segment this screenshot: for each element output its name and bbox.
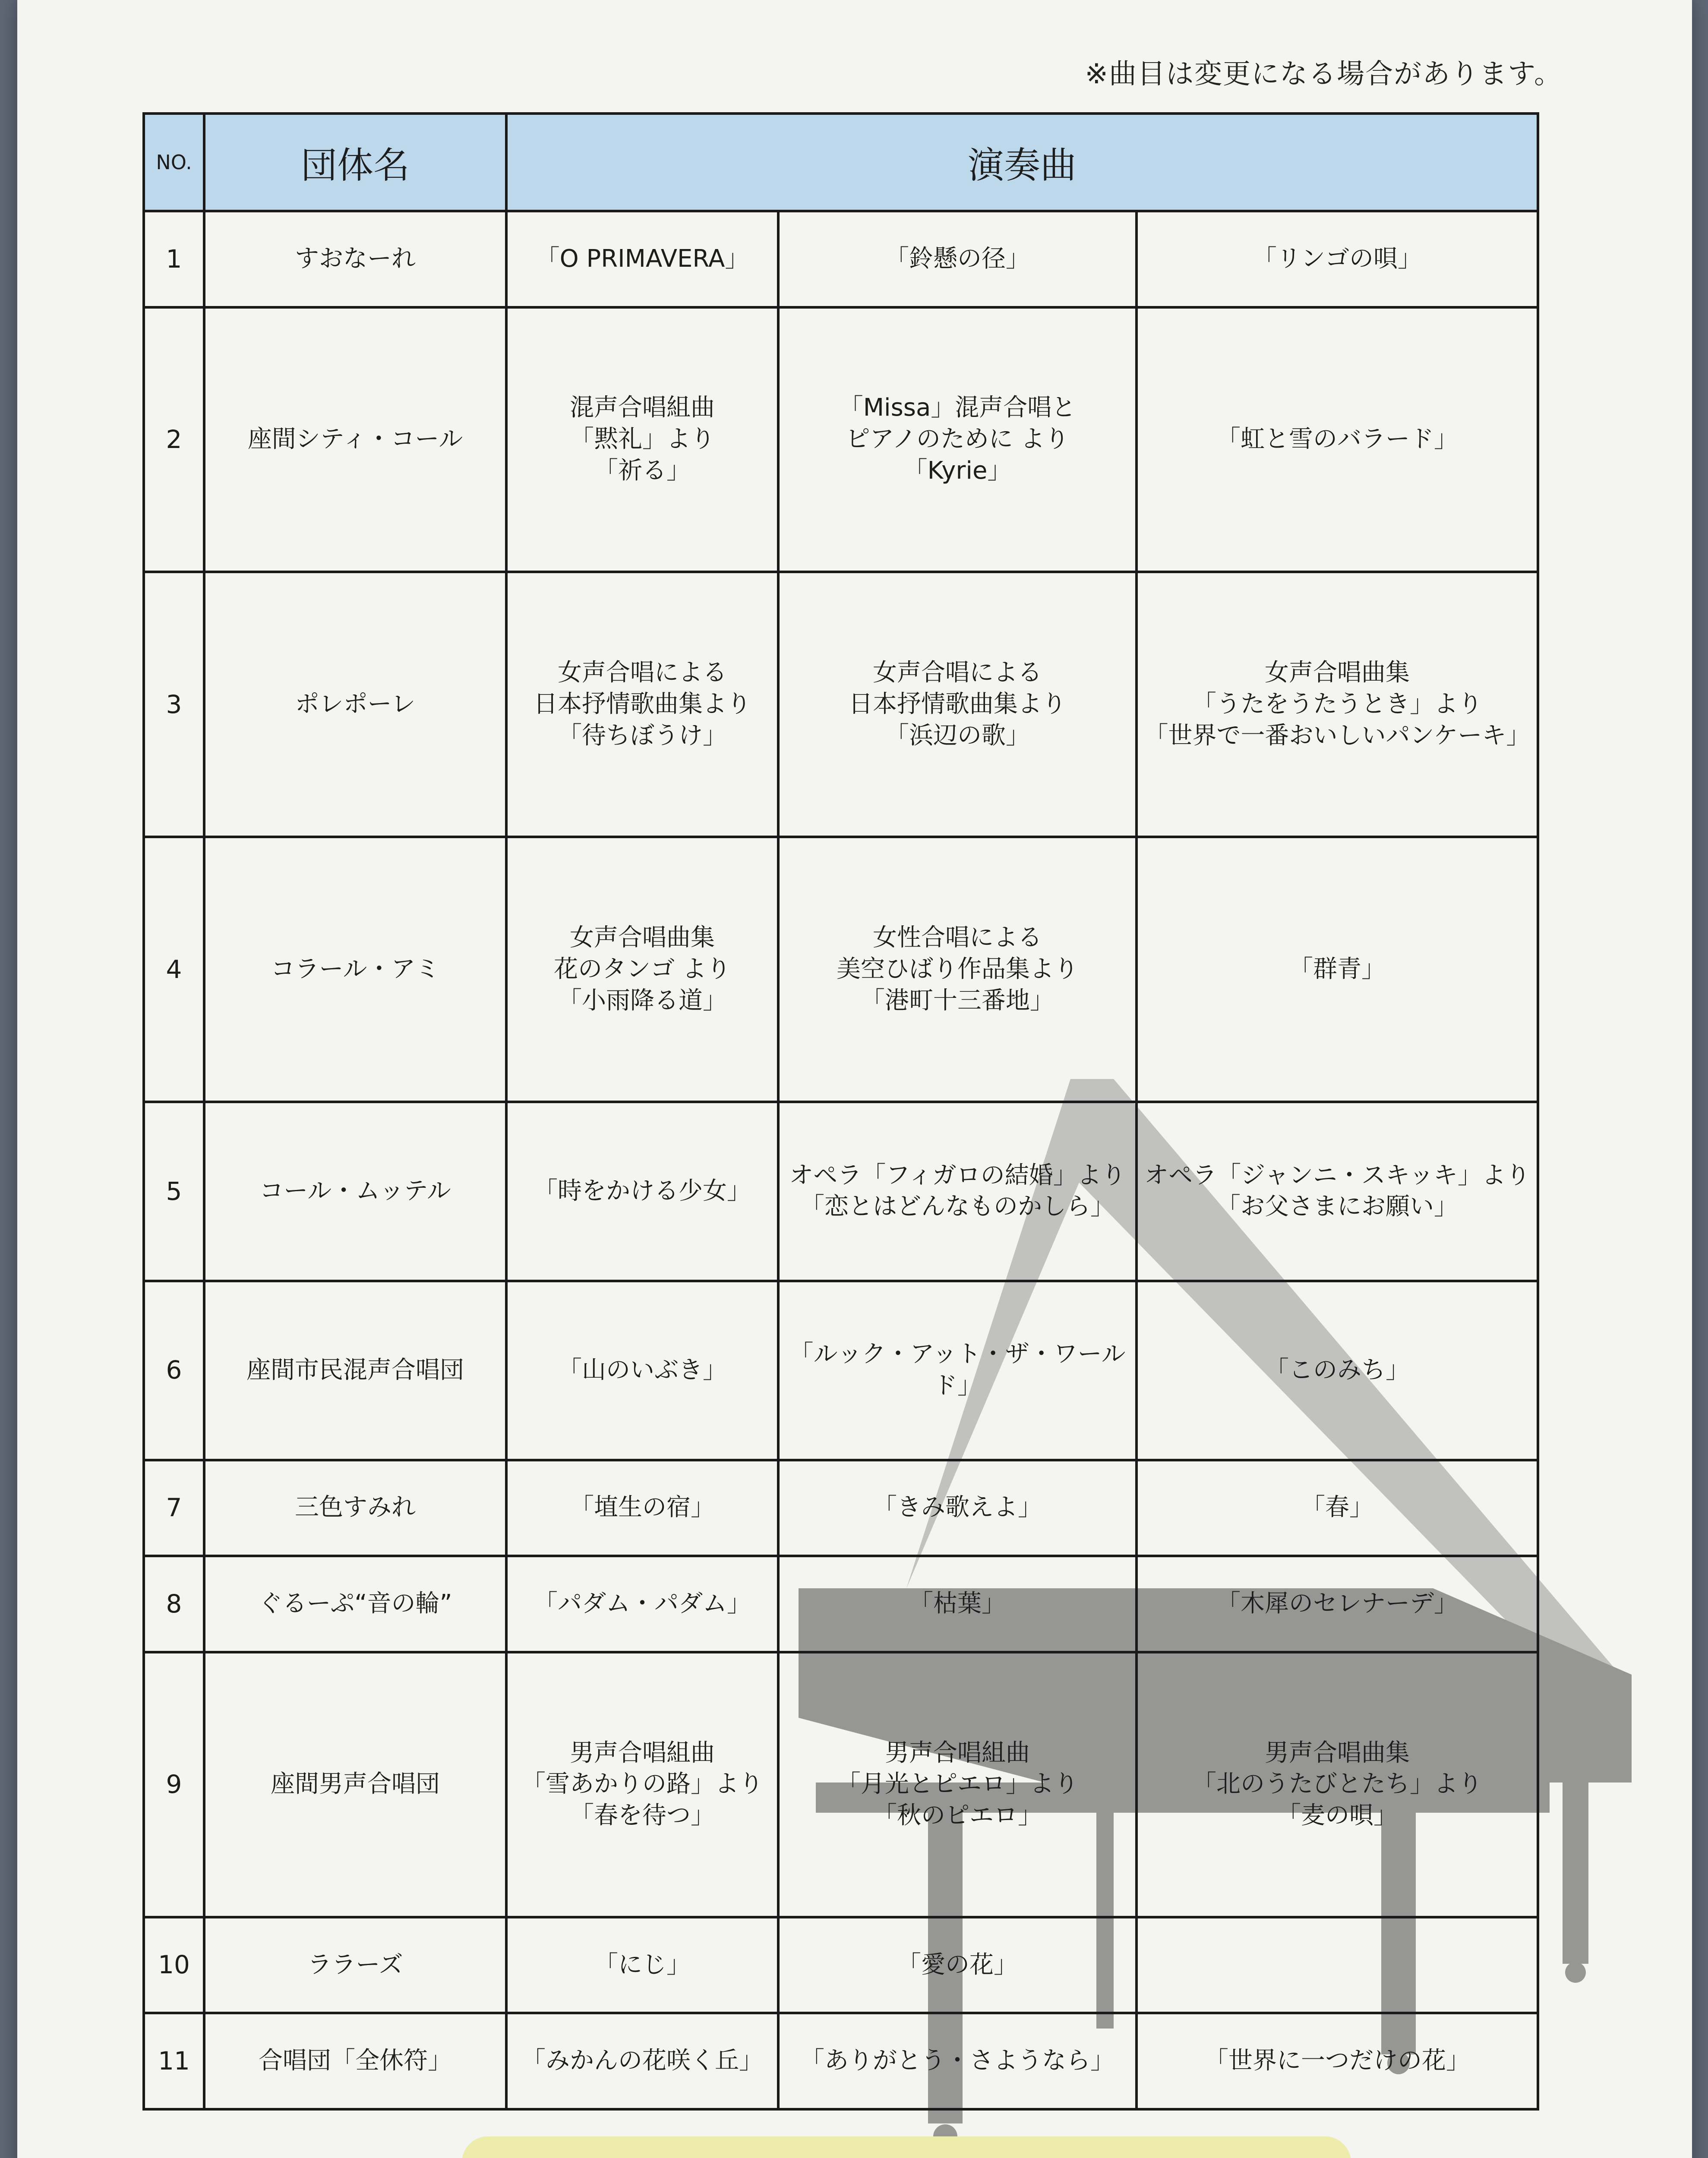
absent-groups-box [462, 2136, 1351, 2158]
table-row [144, 837, 1538, 1102]
song-3: 「木犀のセレナーデ」 [1137, 1556, 1538, 1652]
song-1: 「みかんの花咲く丘」 [506, 2013, 778, 2109]
song-3 [1137, 1917, 1538, 2013]
table-row [144, 1652, 1538, 1917]
table-row [144, 2013, 1538, 2109]
row-number: 3 [144, 572, 204, 837]
song-2: 女性合唱による 美空ひばり作品集より 「港町十三番地」 [778, 837, 1137, 1102]
table-row [144, 1460, 1538, 1556]
group-name: すおなーれ [204, 211, 506, 307]
song-1: 「時をかける少女」 [506, 1102, 778, 1281]
table-row [144, 1281, 1538, 1460]
song-2: 「愛の花」 [778, 1917, 1137, 2013]
change-notice: ※曲目は変更になる場合があります。 [1085, 58, 1563, 90]
row-number: 11 [144, 2013, 204, 2109]
song-2: 「鈴懸の径」 [778, 211, 1137, 307]
song-3: 「虹と雪のバラード」 [1137, 307, 1538, 572]
table-row [144, 307, 1538, 572]
song-2: オペラ「フィガロの結婚」より 「恋とはどんなものかしら」 [778, 1102, 1137, 1281]
header-no: NO. [144, 114, 204, 211]
header-group-name: 団体名 [204, 114, 506, 211]
song-1: 「にじ」 [506, 1917, 778, 2013]
song-2: 「きみ歌えよ」 [778, 1460, 1137, 1556]
song-3: 「リンゴの唄」 [1137, 211, 1538, 307]
row-number: 8 [144, 1556, 204, 1652]
song-3: 男声合唱曲集 「北のうたびとたち」より 「麦の唄」 [1137, 1652, 1538, 1917]
group-name: 三色すみれ [204, 1460, 506, 1556]
row-number: 10 [144, 1917, 204, 2013]
song-1: 「O PRIMAVERA」 [506, 211, 778, 307]
song-3: 「世界に一つだけの花」 [1137, 2013, 1538, 2109]
program-sheet [17, 0, 1692, 2158]
song-2: 「ルック・アット・ザ・ワールド」 [778, 1281, 1137, 1460]
song-2: 「Missa」混声合唱と ピアノのために より 「Kyrie」 [778, 307, 1137, 572]
song-3: オペラ「ジャンニ・スキッキ」より 「お父さまにお願い」 [1137, 1102, 1538, 1281]
group-name: コール・ムッテル [204, 1102, 506, 1281]
song-2: 「ありがとう・さようなら」 [778, 2013, 1137, 2109]
song-1: 「山のいぶき」 [506, 1281, 778, 1460]
table-header-row [144, 114, 1538, 211]
group-name: ララーズ [204, 1917, 506, 2013]
table-row [144, 1917, 1538, 2013]
row-number: 2 [144, 307, 204, 572]
table-row [144, 211, 1538, 307]
group-name: 座間シティ・コール [204, 307, 506, 572]
table-row [144, 572, 1538, 837]
song-3: 女声合唱曲集 「うたをうたうとき」より 「世界で一番おいしいパンケーキ」 [1137, 572, 1538, 837]
group-name: コラール・アミ [204, 837, 506, 1102]
song-1: 混声合唱組曲 「黙礼」より 「祈る」 [506, 307, 778, 572]
program-table [142, 112, 1539, 2111]
song-3: 「春」 [1137, 1460, 1538, 1556]
song-3: 「このみち」 [1137, 1281, 1538, 1460]
group-name: 合唱団「全休符」 [204, 2013, 506, 2109]
song-1: 男声合唱組曲 「雪あかりの路」より 「春を待つ」 [506, 1652, 778, 1917]
group-name: 座間男声合唱団 [204, 1652, 506, 1917]
song-3: 「群青」 [1137, 837, 1538, 1102]
header-songs: 演奏曲 [506, 114, 1538, 211]
group-name: ポレポーレ [204, 572, 506, 837]
song-2: 「枯葉」 [778, 1556, 1137, 1652]
table-row [144, 1102, 1538, 1281]
table-row [144, 1556, 1538, 1652]
song-2: 男声合唱組曲 「月光とピエロ」より 「秋のピエロ」 [778, 1652, 1137, 1917]
group-name: 座間市民混声合唱団 [204, 1281, 506, 1460]
group-name: ぐるーぷ“音の輪” [204, 1556, 506, 1652]
song-2: 女声合唱による 日本抒情歌曲集より 「浜辺の歌」 [778, 572, 1137, 837]
song-1: 女声合唱曲集 花のタンゴ より 「小雨降る道」 [506, 837, 778, 1102]
song-1: 女声合唱による 日本抒情歌曲集より 「待ちぼうけ」 [506, 572, 778, 837]
row-number: 7 [144, 1460, 204, 1556]
row-number: 4 [144, 837, 204, 1102]
row-number: 6 [144, 1281, 204, 1460]
song-1: 「パダム・パダム」 [506, 1556, 778, 1652]
row-number: 1 [144, 211, 204, 307]
row-number: 5 [144, 1102, 204, 1281]
row-number: 9 [144, 1652, 204, 1917]
song-1: 「埴生の宿」 [506, 1460, 778, 1556]
